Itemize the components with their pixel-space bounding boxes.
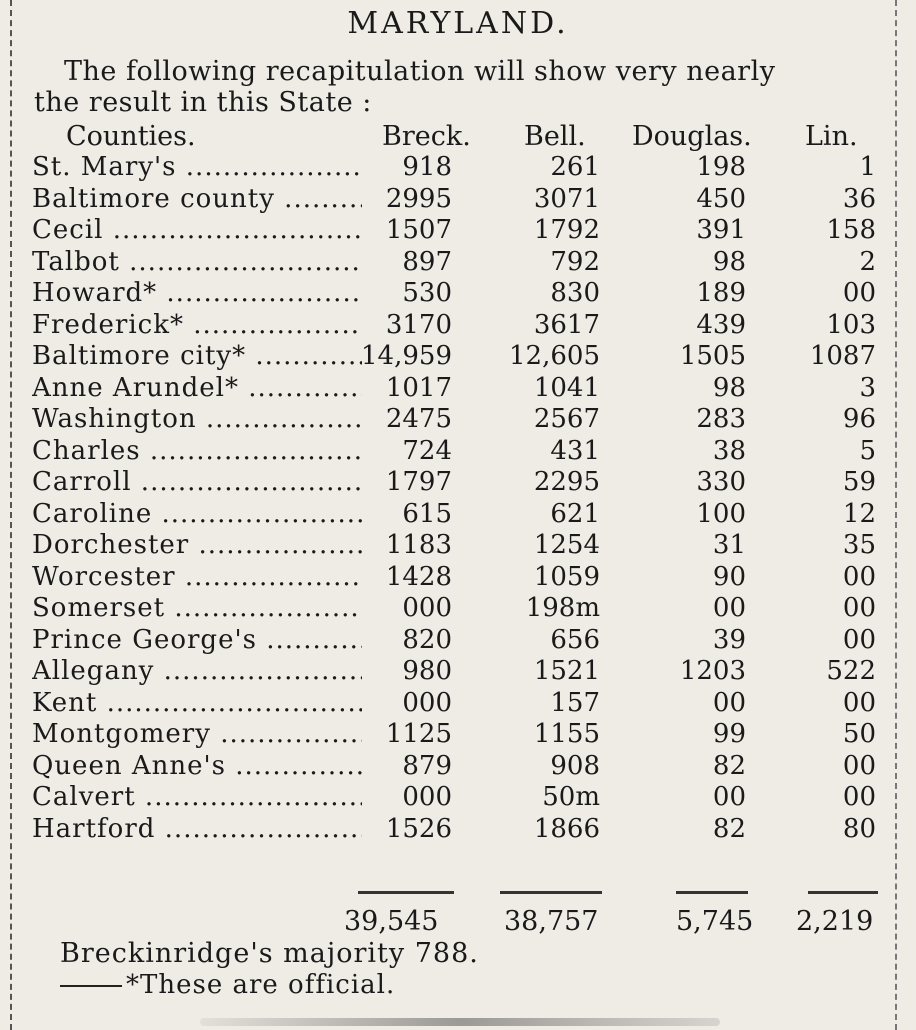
table-row: [0, 562, 916, 594]
total-breck: 39,545: [344, 906, 439, 937]
breck-value: 000: [402, 593, 452, 623]
county-name: Calvert .....: [32, 782, 362, 814]
lincoln-value: 103: [826, 309, 876, 340]
print-smudge: [200, 1018, 720, 1026]
county-name: Carroll .....: [32, 467, 362, 499]
county-name: Baltimore city* .....: [32, 341, 362, 373]
douglas-value: 439: [696, 309, 746, 340]
lincoln-value: 00: [842, 278, 876, 308]
lincoln-value: 50: [842, 719, 876, 749]
douglas-value: 38: [712, 435, 746, 466]
header-bell: Bell.: [524, 121, 586, 152]
majority-line: Breckinridge's majority 788.: [60, 938, 479, 969]
table-row: [0, 782, 916, 814]
bell-value: 157: [550, 687, 600, 718]
table-row: [0, 719, 916, 751]
douglas-value: 00: [712, 687, 746, 718]
douglas-value: 31: [712, 530, 746, 560]
breck-value: 615: [402, 498, 452, 529]
table-row: [0, 530, 916, 562]
bell-value: 830: [550, 278, 600, 308]
table-row: [0, 688, 916, 720]
county-name: Washington .....: [32, 404, 362, 436]
breck-value: 000: [402, 687, 452, 718]
lincoln-value: 158: [826, 215, 876, 245]
douglas-value: 198: [696, 152, 746, 182]
county-name: Hartford .....: [32, 814, 362, 846]
breck-value: 14,959: [361, 341, 452, 371]
county-name: Caroline .....: [32, 499, 362, 531]
county-name: Somerset .....: [32, 593, 362, 625]
lincoln-value: 522: [826, 656, 876, 686]
county-name: Prince George's .....: [32, 625, 362, 657]
table-row: [0, 404, 916, 436]
bell-value: 1041: [533, 372, 600, 403]
bell-value: 431: [550, 435, 600, 466]
bell-value: 1155: [533, 719, 600, 749]
total-bell: 38,757: [504, 906, 599, 937]
table-row: [0, 656, 916, 688]
douglas-value: 189: [696, 278, 746, 308]
lincoln-value: 00: [842, 561, 876, 592]
lincoln-value: 5: [859, 435, 876, 466]
county-name: Queen Anne's .....: [32, 751, 362, 783]
county-name: Dorchester .....: [32, 530, 362, 562]
bell-value: 261: [550, 152, 600, 182]
county-name: Worcester .....: [32, 562, 362, 594]
lincoln-value: 59: [842, 467, 876, 497]
lincoln-value: 00: [842, 750, 876, 781]
douglas-value: 330: [696, 467, 746, 497]
note-dash: [60, 985, 122, 987]
county-name: Howard* .....: [32, 278, 362, 310]
douglas-value: 98: [712, 372, 746, 403]
county-name: Kent .....: [32, 688, 362, 720]
sum-rule-douglas: [676, 891, 748, 894]
header-counties: Counties.: [66, 121, 196, 152]
table-row: [0, 278, 916, 310]
header-lincoln: Lin.: [805, 121, 858, 152]
bell-value: 198m: [525, 593, 600, 623]
table-row: [0, 341, 916, 373]
sum-rule-bell: [500, 891, 602, 894]
douglas-value: 450: [696, 183, 746, 214]
intro-paragraph: [34, 56, 884, 118]
breck-value: 918: [402, 152, 452, 182]
douglas-value: 90: [712, 561, 746, 592]
lincoln-value: 3: [859, 372, 876, 403]
breck-value: 1526: [385, 813, 452, 844]
lincoln-value: 36: [842, 183, 876, 214]
note-text: *These are official.: [126, 970, 396, 1000]
table-row: [0, 247, 916, 279]
county-name: Cecil .....: [32, 215, 362, 247]
bell-value: 1792: [533, 215, 600, 245]
bell-value: 908: [550, 750, 600, 781]
breck-value: 530: [402, 278, 452, 308]
breck-value: 1183: [385, 530, 452, 560]
breck-value: 1507: [385, 215, 452, 245]
lincoln-value: 00: [842, 624, 876, 655]
bell-value: 1059: [533, 561, 600, 592]
bell-value: 2567: [533, 404, 600, 434]
county-name: Montgomery .....: [32, 719, 362, 751]
lincoln-value: 00: [842, 687, 876, 718]
table-row: [0, 467, 916, 499]
breck-value: 897: [402, 246, 452, 277]
county-name: Anne Arundel* .....: [32, 373, 362, 405]
breck-value: 000: [402, 782, 452, 812]
breck-value: 2475: [385, 404, 452, 434]
douglas-value: 391: [696, 215, 746, 245]
table-row: [0, 625, 916, 657]
breck-value: 1797: [385, 467, 452, 497]
bell-value: 1521: [533, 656, 600, 686]
county-name: Allegany .....: [32, 656, 362, 688]
breck-value: 3170: [385, 309, 452, 340]
breck-value: 2995: [385, 183, 452, 214]
total-lincoln: 2,219: [796, 906, 874, 937]
lincoln-value: 35: [842, 530, 876, 560]
sum-rule-breck: [358, 891, 454, 894]
bell-value: 792: [550, 246, 600, 277]
official-note: [60, 970, 395, 1000]
bell-value: 12,605: [509, 341, 600, 371]
breck-value: 1125: [385, 719, 452, 749]
douglas-value: 283: [696, 404, 746, 434]
douglas-value: 39: [712, 624, 746, 655]
bell-value: 3617: [533, 309, 600, 340]
breck-value: 820: [402, 624, 452, 655]
table-row: [0, 215, 916, 247]
county-name: Talbot .....: [32, 247, 362, 279]
bell-value: 50m: [542, 782, 600, 812]
lincoln-value: 00: [842, 593, 876, 623]
douglas-value: 100: [696, 498, 746, 529]
total-douglas: 5,745: [676, 906, 754, 937]
lincoln-value: 80: [842, 813, 876, 844]
bell-value: 656: [550, 624, 600, 655]
breck-value: 1428: [385, 561, 452, 592]
breck-value: 724: [402, 435, 452, 466]
douglas-value: 98: [712, 246, 746, 277]
douglas-value: 99: [712, 719, 746, 749]
bell-value: 1254: [533, 530, 600, 560]
table-row: [0, 814, 916, 846]
bell-value: 2295: [533, 467, 600, 497]
douglas-value: 00: [712, 593, 746, 623]
header-douglas: Douglas.: [632, 121, 752, 152]
intro-line-1: The following recapitulation will show very nearly: [64, 56, 776, 87]
intro-line-2: the result in this State :: [34, 87, 372, 118]
totals-row: [0, 906, 916, 940]
county-name: St. Mary's .....: [32, 152, 362, 184]
bell-value: 1866: [533, 813, 600, 844]
table-row: [0, 310, 916, 342]
bell-value: 621: [550, 498, 600, 529]
article-heading: MARYLAND.: [347, 6, 569, 41]
douglas-value: 82: [712, 813, 746, 844]
breck-value: 879: [402, 750, 452, 781]
table-row: [0, 436, 916, 468]
douglas-value: 00: [712, 782, 746, 812]
bell-value: 3071: [533, 183, 600, 214]
douglas-value: 1203: [679, 656, 746, 686]
douglas-value: 1505: [679, 341, 746, 371]
breck-value: 980: [402, 656, 452, 686]
sum-rule-lincoln: [808, 891, 878, 894]
table-row: [0, 373, 916, 405]
table-row: [0, 499, 916, 531]
lincoln-value: 1087: [809, 341, 876, 371]
county-name: Charles .....: [32, 436, 362, 468]
table-row: [0, 184, 916, 216]
table-row: [0, 751, 916, 783]
lincoln-value: 2: [859, 246, 876, 277]
lincoln-value: 12: [842, 498, 876, 529]
lincoln-value: 96: [842, 404, 876, 434]
table-row: [0, 152, 916, 184]
lincoln-value: 00: [842, 782, 876, 812]
county-name: Frederick* .....: [32, 310, 362, 342]
table-header: [0, 121, 916, 155]
douglas-value: 82: [712, 750, 746, 781]
table-row: [0, 593, 916, 625]
lincoln-value: 1: [859, 152, 876, 182]
returns-table: [0, 152, 916, 845]
breck-value: 1017: [385, 372, 452, 403]
header-breck: Breck.: [382, 121, 471, 152]
county-name: Baltimore county .....: [32, 184, 362, 216]
